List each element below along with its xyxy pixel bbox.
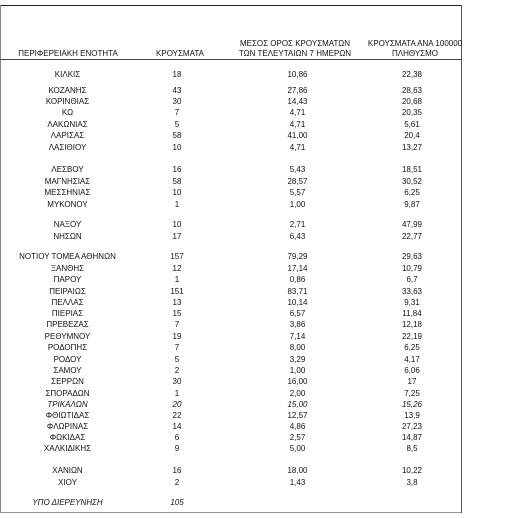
region-cell: ΚΩ — [61, 108, 74, 117]
cases-cell: 157 — [170, 252, 184, 261]
cases-cell: 13 — [172, 298, 182, 307]
average-cell: 2,00 — [289, 389, 306, 398]
cases-cell: 2 — [174, 366, 180, 375]
cases-cell: 6 — [174, 433, 180, 442]
average-cell: 16,00 — [287, 377, 308, 386]
region-cell: ΜΑΓΝΗΣΙΑΣ — [44, 177, 91, 186]
region-cell: ΠΕΙΡΑΙΩΣ — [49, 287, 86, 296]
per-100000-cell: 20,68 — [401, 97, 423, 106]
table-row — [0, 252, 461, 262]
cases-cell: 2 — [174, 478, 180, 487]
header-average-line-1: ΜΕΣΟΣ ΟΡΟΣ ΚΡΟΥΣΜΑΤΩΝ — [239, 39, 351, 48]
per-100000-cell: 9,31 — [404, 298, 420, 307]
table-row — [0, 332, 461, 342]
cases-cell: 5 — [174, 120, 180, 129]
per-100000-cell: 4,17 — [404, 355, 420, 364]
region-cell: ΥΠΟ ΔΙΕΡΕΥΝΗΣΗ — [32, 498, 103, 507]
per-100000-cell: 12,18 — [401, 320, 423, 329]
average-cell: 1,00 — [289, 366, 306, 375]
table-row — [0, 389, 461, 399]
average-cell: 1,43 — [289, 478, 306, 487]
cases-cell: 22 — [172, 411, 182, 420]
table-row — [0, 165, 461, 175]
per-100000-cell: 7,25 — [404, 389, 420, 398]
right-border — [461, 5, 462, 513]
per-100000-cell: 8,5 — [406, 444, 418, 453]
average-cell: 0,86 — [289, 275, 306, 284]
average-cell: 27,86 — [287, 86, 308, 95]
table-row — [0, 343, 461, 353]
region-cell: ΠΡΕΒΕΖΑΣ — [46, 320, 89, 329]
header-average-7-days — [230, 39, 360, 59]
region-cell: ΛΑΣΙΘΙΟΥ — [48, 143, 87, 152]
cases-cell: 5 — [174, 355, 180, 364]
average-cell: 17,14 — [287, 264, 308, 273]
region-cell: ΡΕΘΥΜΝΟΥ — [44, 332, 91, 341]
average-cell: 79,29 — [287, 252, 308, 261]
average-cell: 6,57 — [289, 309, 306, 318]
average-cell: 83,71 — [287, 287, 308, 296]
cases-cell: 9 — [174, 444, 180, 453]
table-row — [0, 400, 461, 410]
table-row — [0, 411, 461, 421]
table-row — [0, 120, 461, 130]
per-100000-cell: 3,8 — [406, 478, 418, 487]
per-100000-cell: 47,99 — [401, 220, 423, 229]
average-cell: 5,43 — [289, 165, 306, 174]
per-100000-cell: 20,4 — [404, 131, 420, 140]
region-cell: ΦΘΙΩΤΙΔΑΣ — [45, 411, 90, 420]
per-100000-cell: 10,79 — [401, 264, 423, 273]
cases-cell: 1 — [174, 275, 180, 284]
cases-cell: 7 — [174, 343, 180, 352]
header-per-100000 — [350, 39, 480, 59]
average-cell: 3,86 — [289, 320, 306, 329]
per-100000-cell: 15,26 — [401, 400, 423, 409]
table-row — [0, 275, 461, 285]
region-cell: ΜΕΣΣΗΝΙΑΣ — [44, 188, 91, 197]
average-cell: 10,86 — [287, 70, 308, 79]
per-100000-cell: 14,87 — [401, 433, 423, 442]
per-100000-cell: 9,87 — [404, 200, 420, 209]
per-100000-cell: 13,9 — [404, 411, 420, 420]
average-cell: 4,71 — [289, 143, 306, 152]
per-100000-cell: 6,25 — [404, 188, 420, 197]
per-100000-cell: 22,38 — [401, 70, 423, 79]
table-row — [0, 188, 461, 198]
average-cell: 2,71 — [289, 220, 306, 229]
per-100000-cell: 27,23 — [401, 422, 423, 431]
table-row — [0, 177, 461, 187]
per-100000-cell: 6,7 — [406, 275, 418, 284]
cases-cell: 14 — [172, 422, 182, 431]
region-cell: ΣΠΟΡΑΔΩΝ — [45, 389, 90, 398]
cases-cell: 30 — [172, 97, 182, 106]
region-cell: ΠΕΛΛΑΣ — [51, 298, 84, 307]
per-100000-cell: 29,63 — [401, 252, 423, 261]
average-cell: 41,00 — [287, 131, 308, 140]
average-cell: 15,00 — [287, 400, 308, 409]
per-100000-cell: 20,35 — [401, 108, 423, 117]
per-100000-cell: 28,63 — [401, 86, 423, 95]
per-100000-cell: 11,84 — [402, 309, 422, 318]
cases-cell: 105 — [170, 498, 184, 507]
average-cell: 6,43 — [289, 232, 306, 241]
table-row — [0, 377, 461, 387]
cases-cell: 30 — [172, 377, 182, 386]
table-row — [0, 70, 461, 80]
average-cell: 5,00 — [289, 444, 306, 453]
region-cell: ΝΑΞΟΥ — [53, 220, 82, 229]
region-cell: ΣΑΜΟΥ — [53, 366, 82, 375]
region-cell: ΧΑΛΚΙΔΙΚΗΣ — [43, 444, 92, 453]
per-100000-cell: 6,25 — [404, 343, 420, 352]
bottom-border — [0, 512, 461, 513]
region-cell: ΛΕΣΒΟΥ — [51, 165, 84, 174]
cases-cell: 10 — [172, 143, 182, 152]
average-cell: 4,71 — [289, 120, 306, 129]
table-row — [0, 478, 461, 488]
region-cell: ΛΑΚΩΝΙΑΣ — [47, 120, 88, 129]
table-row — [0, 422, 461, 432]
cases-cell: 16 — [172, 466, 182, 475]
cases-cell: 12 — [172, 264, 182, 273]
cases-cell: 7 — [174, 320, 180, 329]
average-cell: 4,86 — [289, 422, 306, 431]
table-row — [0, 131, 461, 141]
region-cell: ΠΑΡΟΥ — [53, 275, 82, 284]
cases-cell: 43 — [172, 86, 182, 95]
table-row — [0, 200, 461, 210]
table-row — [0, 143, 461, 153]
table-row — [0, 298, 461, 308]
cases-cell: 151 — [170, 287, 184, 296]
per-100000-cell: 30,52 — [401, 177, 423, 186]
cases-cell: 1 — [174, 389, 180, 398]
region-cell: ΚΙΛΚΙΣ — [54, 70, 81, 79]
average-cell: 4,71 — [289, 108, 306, 117]
cases-cell: 1 — [174, 200, 180, 209]
table-row — [0, 498, 461, 508]
per-100000-cell: 33,63 — [401, 287, 423, 296]
region-cell: ΚΟΡΙΝΘΙΑΣ — [45, 97, 90, 106]
per-100000-cell: 13,27 — [401, 143, 423, 152]
region-cell: ΞΑΝΘΗΣ — [50, 264, 85, 273]
header-separator — [0, 59, 461, 60]
cases-cell: 17 — [172, 232, 182, 241]
table-row — [0, 232, 461, 242]
header-region: ΠΕΡΙΦΕΡΕΙΑΚΗ ΕΝΟΤΗΤΑ — [18, 49, 118, 58]
cases-cell: 58 — [172, 131, 182, 140]
average-cell: 5,57 — [289, 188, 306, 197]
table-row — [0, 433, 461, 443]
average-cell: 10,14 — [287, 298, 308, 307]
average-cell: 28,57 — [287, 177, 308, 186]
table-row — [0, 264, 461, 274]
table-row — [0, 366, 461, 376]
per-100000-cell: 22,19 — [401, 332, 423, 341]
table-row — [0, 320, 461, 330]
region-cell: ΡΟΔΟΠΗΣ — [47, 343, 88, 352]
average-cell: 7,14 — [289, 332, 306, 341]
average-cell: 2,57 — [289, 433, 306, 442]
cases-cell: 10 — [172, 188, 182, 197]
region-cell: ΦΛΩΡΙΝΑΣ — [46, 422, 89, 431]
header-per-line-2: ΠΛΗΘΥΣΜΟ — [391, 49, 439, 58]
table-row — [0, 108, 461, 118]
table-row — [0, 466, 461, 476]
per-100000-cell: 22,77 — [401, 232, 423, 241]
per-100000-cell: 17 — [407, 377, 417, 386]
region-cell: ΠΙΕΡΙΑΣ — [51, 309, 84, 318]
cases-cell: 20 — [172, 400, 182, 409]
region-cell: ΤΡΙΚΑΛΩΝ — [47, 400, 88, 409]
table-row — [0, 97, 461, 107]
average-cell: 8,00 — [289, 343, 306, 352]
cases-cell: 58 — [172, 177, 182, 186]
region-cell: ΛΑΡΙΣΑΣ — [50, 131, 85, 140]
table-row — [0, 309, 461, 319]
table-row — [0, 355, 461, 365]
per-100000-cell: 10,22 — [401, 466, 423, 475]
region-cell: ΧΑΝΙΩΝ — [52, 466, 83, 475]
region-cell: ΜΥΚΟΝΟΥ — [47, 200, 88, 209]
average-cell: 12,57 — [287, 411, 308, 420]
region-cell: ΧΙΟΥ — [58, 478, 77, 487]
average-cell: 3,29 — [289, 355, 306, 364]
cases-cell: 10 — [172, 220, 182, 229]
average-cell: 14,43 — [287, 97, 308, 106]
per-100000-cell: 18,51 — [401, 165, 423, 174]
per-100000-cell: 5,61 — [404, 120, 420, 129]
header-per-line-1: ΚΡΟΥΣΜΑΤΑ ΑΝΑ 100000 — [367, 39, 463, 48]
cases-cell: 16 — [172, 165, 182, 174]
cases-cell: 19 — [172, 332, 182, 341]
per-100000-cell: 6,06 — [404, 366, 420, 375]
top-border — [0, 5, 461, 6]
cases-cell: 7 — [174, 108, 180, 117]
average-cell: 1,00 — [289, 200, 306, 209]
header-average-line-2: ΤΩΝ ΤΕΛΕΥΤΑΙΩΝ 7 ΗΜΕΡΩΝ — [238, 49, 352, 58]
table-row — [0, 287, 461, 297]
table-row — [0, 444, 461, 454]
table-row — [0, 220, 461, 230]
region-cell: ΣΕΡΡΩΝ — [51, 377, 84, 386]
region-cell: ΝΟΤΙΟΥ ΤΟΜΕΑ ΑΘΗΝΩΝ — [19, 252, 116, 261]
region-cell: ΦΩΚΙΔΑΣ — [49, 433, 86, 442]
table-row — [0, 86, 461, 96]
cases-cell: 15 — [172, 309, 182, 318]
region-cell: ΡΟΔΟΥ — [53, 355, 82, 364]
cases-cell: 18 — [172, 70, 182, 79]
header-cases: ΚΡΟΥΣΜΑΤΑ — [156, 49, 204, 58]
region-cell: ΝΗΣΩΝ — [53, 232, 82, 241]
region-cell: ΚΟΖΑΝΗΣ — [48, 86, 87, 95]
average-cell: 18,00 — [287, 466, 308, 475]
